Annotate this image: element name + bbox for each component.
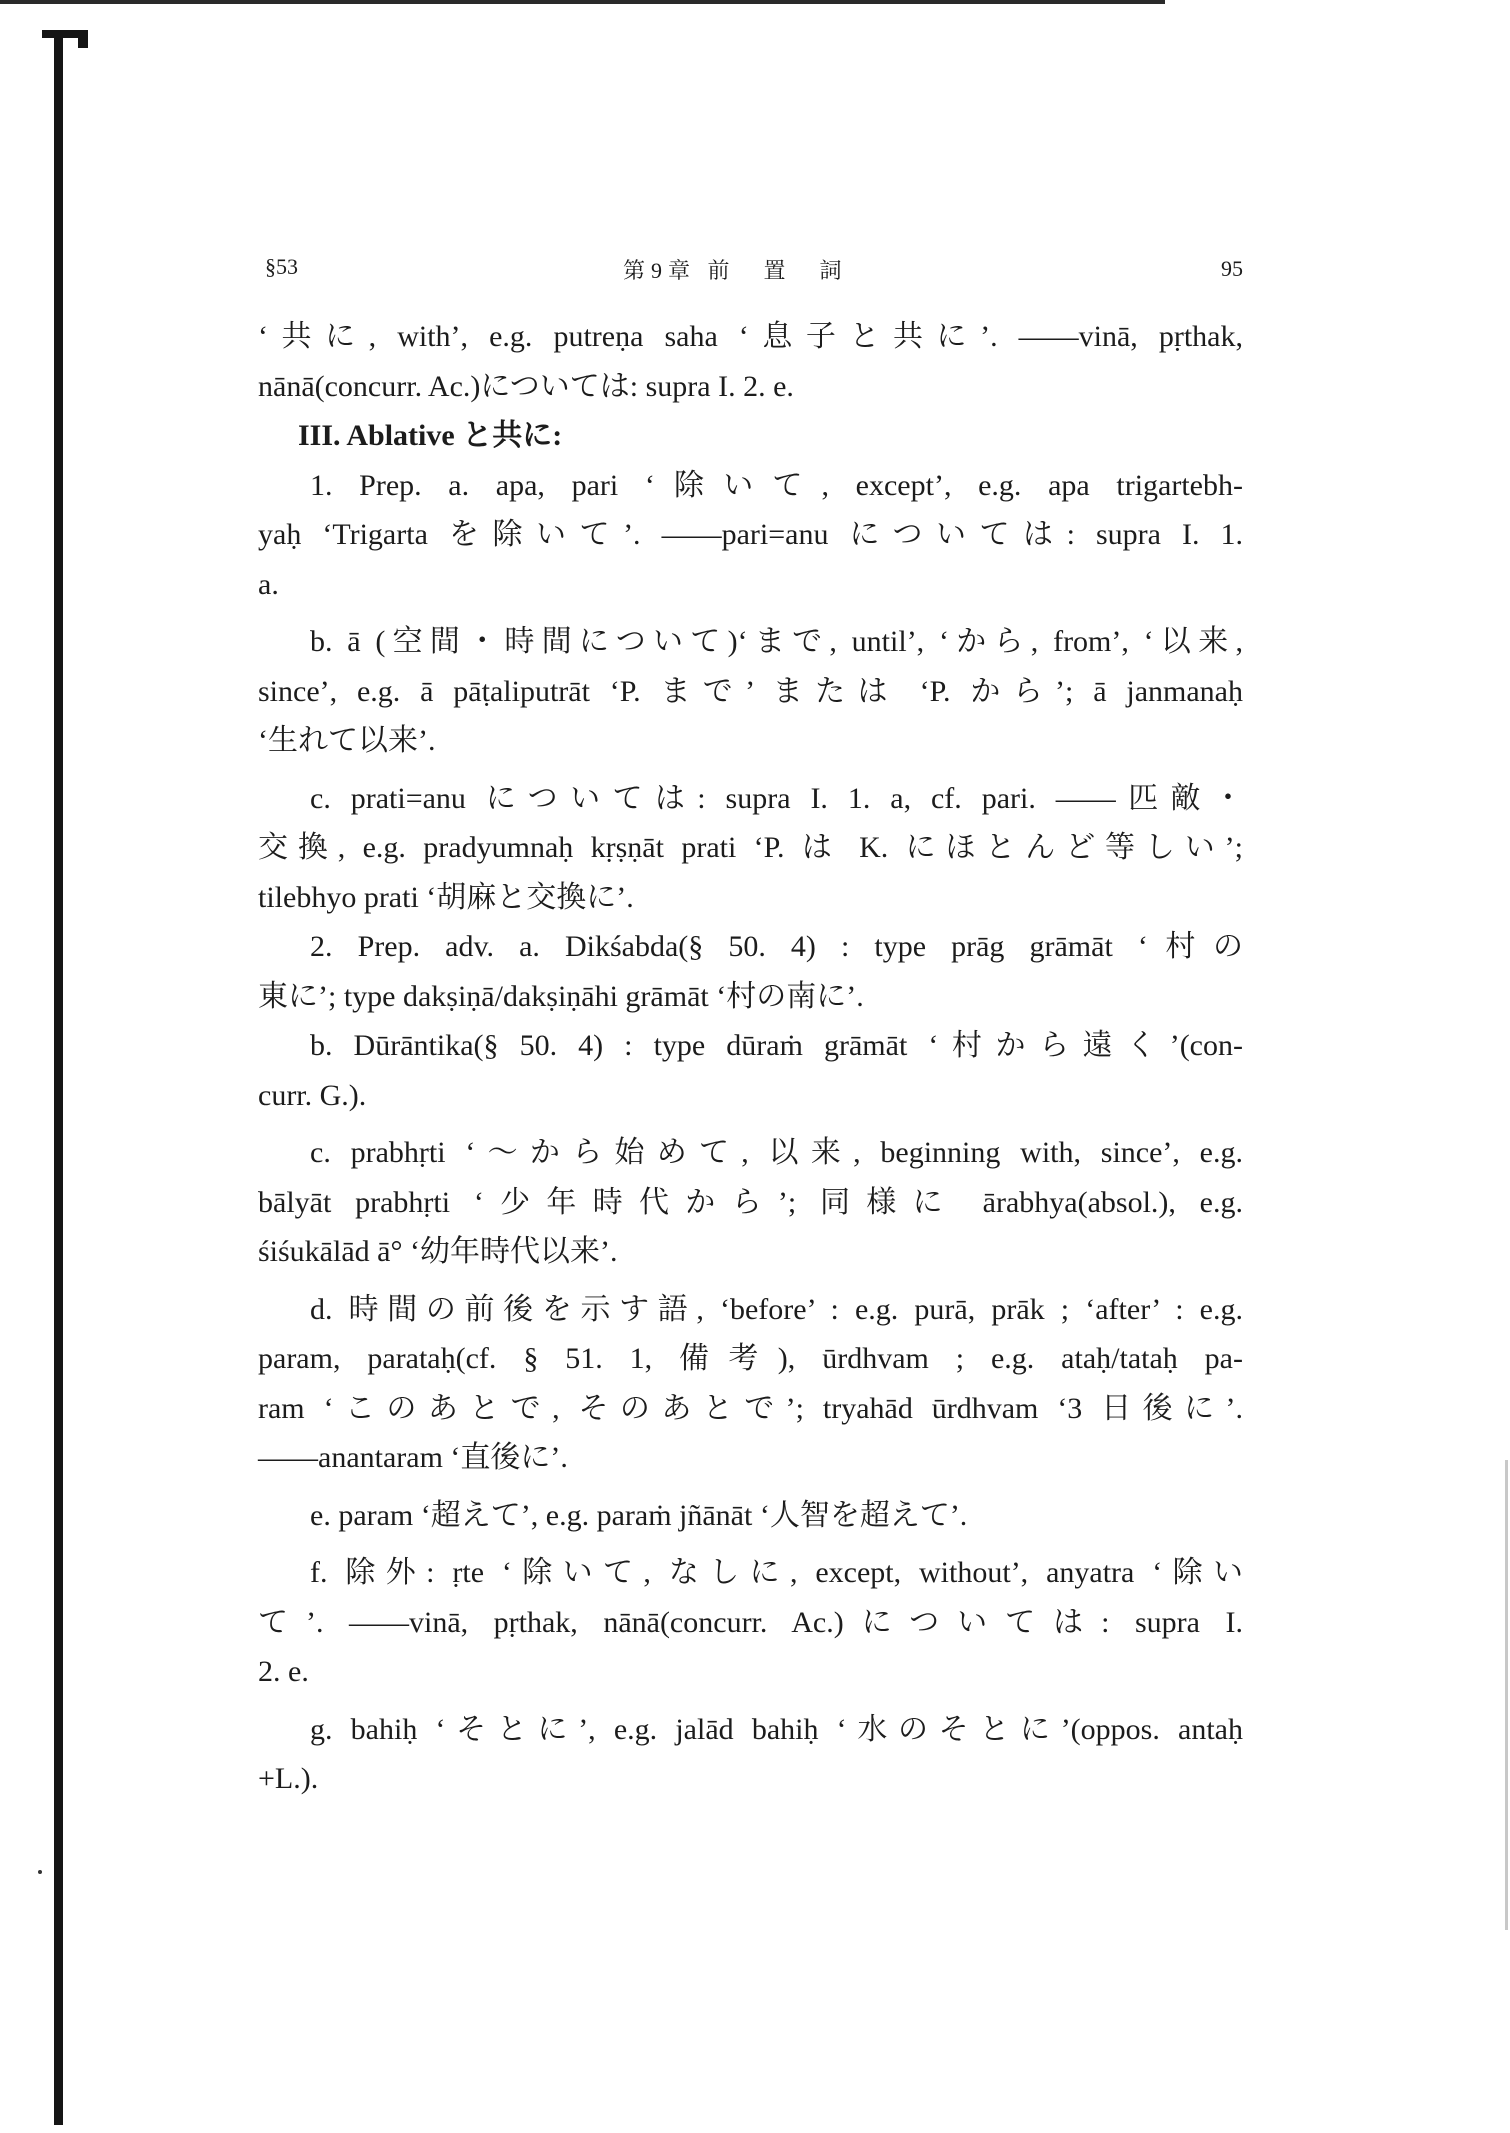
text-line: 2. e.: [258, 1655, 309, 1688]
text-line: ram ‘このあとで, そのあとで’; tryahād ūrdhvam ‘3 日後に’.: [258, 1391, 1243, 1425]
text-line: b. Dūrāntika(§ 50. 4) : type dūraṁ grāmāt ‘村から遠く’(con-: [310, 1029, 1243, 1062]
section-number: §53: [265, 254, 298, 279]
page-header: [265, 248, 1243, 288]
text-line: 1. Prep. a. apa, pari ‘除いて, except’, e.g. apa trigartebh-: [310, 468, 1243, 502]
text-line: c. prati=anu については: supra I. 1. a, cf. pari. ——匹敵・: [310, 781, 1243, 815]
text-line: 東に’; type dakṣiṇā/dakṣiṇāhi grāmāt ‘村の南に’.: [258, 979, 864, 1013]
text-line: て’. ——vinā, pṛthak, nānā(concurr. Ac.)については: supra I.: [258, 1605, 1243, 1639]
text-line: ——anantaram ‘直後に’.: [258, 1441, 568, 1474]
text-line: since’, e.g. ā pāṭaliputrāt ‘P. まで’ または ‘P. から’; ā janmanaḥ: [258, 674, 1243, 708]
text-line: d. 時間の前後を示す語, ‘before’ : e.g. purā, prāk ; ‘after’ : e.g.: [310, 1292, 1243, 1326]
text-line: tilebhyo prati ‘胡麻と交換に’.: [258, 880, 634, 914]
text-line: nānā(concurr. Ac.)については: supra I. 2. e.: [258, 369, 794, 403]
subsection-heading: III. Ablative と共に:: [298, 419, 563, 452]
body-text: [258, 312, 1243, 1804]
text-line: g. bahiḥ ‘そとに’, e.g. jalād bahiḥ ‘水のそとに’(oppos. antaḥ: [310, 1712, 1243, 1746]
text-line: +L.).: [258, 1762, 319, 1795]
text-line: yaḥ ‘Trigarta を除いて’. ——pari=anu については: supra I. 1.: [258, 518, 1243, 551]
scan-right-edge: [1505, 1460, 1508, 1930]
binding-edge-bar: [54, 30, 63, 2125]
scan-speck: [38, 1870, 42, 1874]
text-line: f. 除外: ṛte ‘除いて, なしに, except, without’, anyatra ‘除い: [310, 1556, 1243, 1589]
text-line: śiśukālād ā° ‘幼年時代以来’.: [258, 1235, 618, 1268]
text-line: bālyāt prabhṛti ‘少年時代から’; 同様に ārabhya(absol.), e.g.: [258, 1185, 1243, 1219]
page-number: 95: [1221, 256, 1243, 281]
binding-edge-hook: [42, 30, 88, 38]
text-line: a.: [258, 567, 279, 601]
text-line: b. ā (空間・時間について)‘まで, until’, ‘から, from’, ‘以来,: [310, 625, 1243, 658]
text-line: e. param ‘超えて’, e.g. paraṁ jñānāt ‘人智を超えて’.: [310, 1498, 968, 1532]
text-line: curr. G.).: [258, 1078, 367, 1112]
text-line: 2. Prep. adv. a. Dikśabda(§ 50. 4) : type prāg grāmāt ‘村の: [310, 930, 1243, 963]
text-line: c. prabhṛti ‘～から始めて, 以来, beginning with, since’, e.g.: [310, 1136, 1243, 1169]
text-line: 交換, e.g. pradyumnaḥ kṛṣṇāt prati ‘P. は K. にほとんど等しい’;: [258, 831, 1243, 864]
text-line: ‘生れて以来’.: [258, 724, 436, 757]
chapter-title: 第9章 前 置 詞: [623, 258, 848, 283]
top-border-line: [0, 0, 1165, 4]
text-line: ‘共に, with’, e.g. putreṇa saha ‘息子と共に’. ——vinā, pṛthak,: [258, 320, 1243, 353]
text-line: param, parataḥ(cf. § 51. 1, 備考), ūrdhvam ; e.g. ataḥ/tataḥ pa-: [258, 1342, 1243, 1375]
